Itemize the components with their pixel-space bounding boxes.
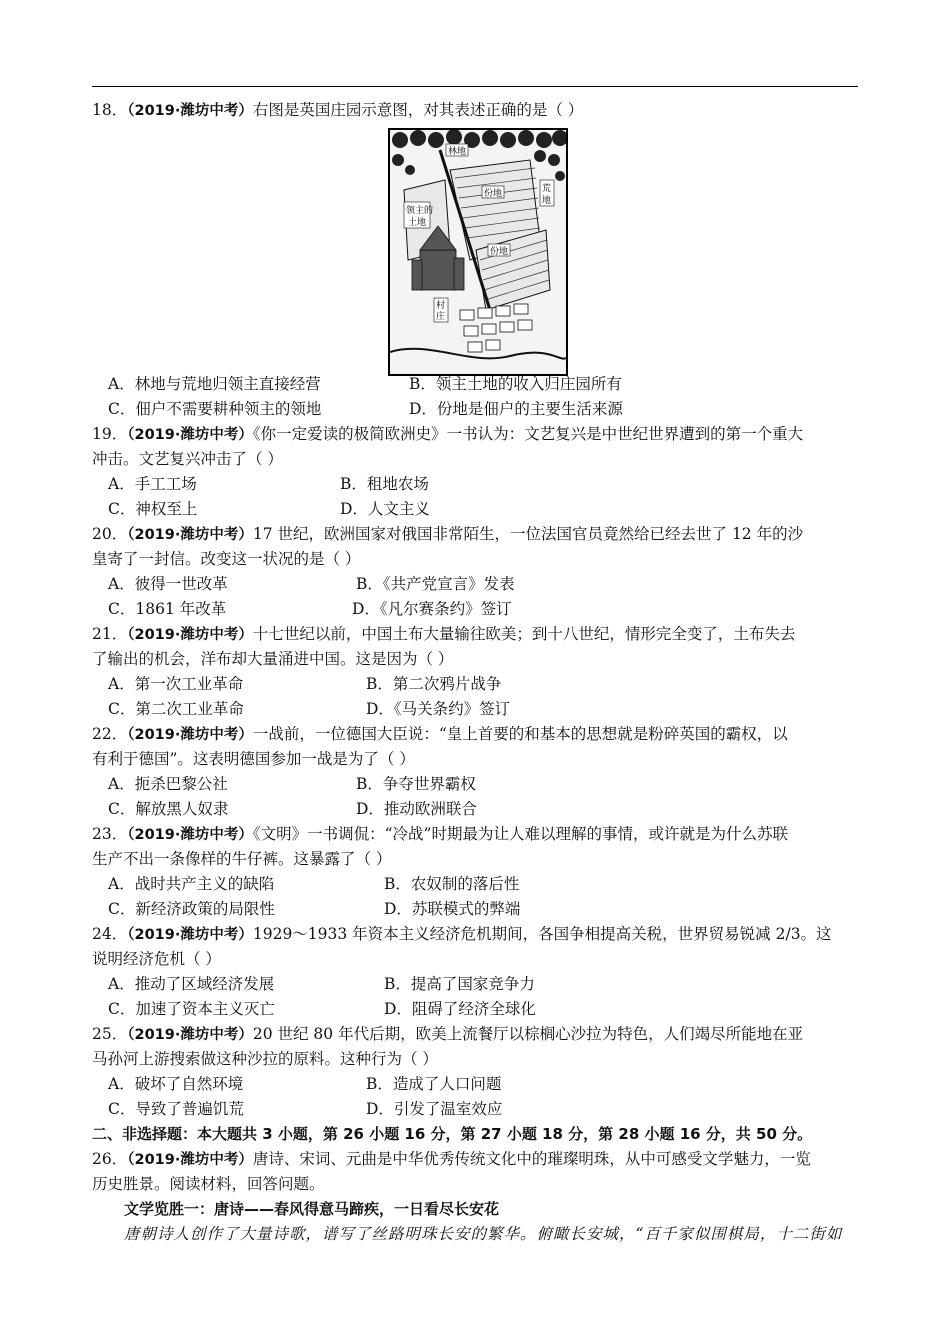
q23-option-a: A．战时共产主义的缺陷 (108, 875, 275, 893)
question-26-stem-cont: 历史胜景。阅读材料，回答问题。 (92, 1175, 325, 1193)
question-source: （2019·潍坊中考） (127, 1152, 253, 1168)
question-source: （2019·潍坊中考） (127, 927, 253, 943)
question-text: 右图是英国庄园示意图，对其表述正确的是（ ） (252, 101, 584, 119)
q22-option-c: C．解放黑人奴隶 (108, 800, 229, 818)
q22-option-d: D．推动欧洲联合 (356, 800, 477, 818)
q18-option-b: B．领主土地的收入归庄园所有 (409, 375, 622, 393)
question-number: 21． (92, 625, 128, 643)
q19-option-a: A．手工工场 (108, 475, 197, 493)
question-23-stem-cont: 生产不出一条像样的牛仔裤。这暴露了（ ） (92, 850, 392, 868)
q25-option-c: C．导致了普遍饥荒 (108, 1100, 244, 1118)
question-25-stem (92, 1024, 803, 1045)
question-22-stem-cont: 有利于德国”。这表明德国参加一战是为了（ ） (92, 750, 415, 768)
q25-option-b: B．造成了人口问题 (366, 1075, 502, 1093)
q18-option-a: A．林地与荒地归领主直接经营 (108, 375, 321, 393)
question-number: 25． (92, 1025, 128, 1043)
q25-option-a: A．破坏了自然环境 (108, 1075, 244, 1093)
question-source: （2019·潍坊中考） (127, 427, 253, 443)
map-label-share-land-1: 份地 (484, 189, 503, 199)
q18-option-d: D．份地是佃户的主要生活来源 (409, 400, 623, 418)
material-heading: 文学览胜一：唐诗——春风得意马蹄疾，一日看尽长安花 (124, 1200, 500, 1218)
question-source: （2019·潍坊中考） (127, 1027, 253, 1043)
question-text: 《文明》一书调侃：“冷战”时期最为让人难以理解的事情，或许就是为什么苏联 (252, 825, 788, 843)
map-label-waste-1: 荒 (542, 184, 552, 194)
q19-option-b: B．租地农场 (340, 475, 429, 493)
question-21-stem-cont: 了输出的机会，洋布却大量涌进中国。这是因为（ ） (92, 650, 454, 668)
q20-option-a: A．彼得一世改革 (108, 575, 228, 593)
map-label-lord-land-2: 土地 (408, 218, 427, 228)
q20-option-c: C．1861 年改革 (108, 600, 227, 618)
q24-option-d: D．阻碍了经济全球化 (384, 1000, 536, 1018)
question-source: （2019·潍坊中考） (127, 727, 253, 743)
manor-map-image (388, 128, 568, 376)
map-label-lord-land-1: 领主的 (406, 206, 434, 216)
question-26-stem (92, 1149, 811, 1170)
question-number: 20． (92, 525, 128, 543)
question-23-stem (92, 824, 788, 845)
question-number: 19． (92, 425, 128, 443)
q21-option-b: B．第二次鸦片战争 (366, 675, 502, 693)
map-label-waste-2: 地 (542, 196, 552, 206)
q18-option-c: C．佃户不需要耕种领主的领地 (108, 400, 322, 418)
question-text: 十七世纪以前，中国土布大量输往欧美；到十八世纪，情形完全变了，土布失去 (252, 625, 796, 643)
map-label-village-2: 庄 (436, 312, 446, 322)
question-text: 20 世纪 80 年代后期，欧美上流餐厅以棕榈心沙拉为特色，人们竭尽所能地在亚 (252, 1025, 804, 1043)
question-25-stem-cont: 马孙河上游搜索做这种沙拉的原料。这种行为（ ） (92, 1050, 438, 1068)
q24-option-b: B．提高了国家竞争力 (384, 975, 535, 993)
material-text: 唐朝诗人创作了大量诗歌，谱写了丝路明珠长安的繁华。俯瞰长安城，“百千家似围棋局，十二街如 (124, 1225, 843, 1243)
q19-option-d: D．人文主义 (340, 500, 430, 518)
header-rule (92, 86, 858, 87)
question-24-stem (92, 924, 832, 945)
map-label-forest: 林地 (448, 147, 467, 157)
question-20-stem (92, 524, 803, 545)
question-number: 18． (92, 101, 128, 119)
q19-option-c: C．神权至上 (108, 500, 198, 518)
question-number: 24． (92, 925, 128, 943)
question-source: （2019·潍坊中考） (127, 827, 253, 843)
map-label-share-land-2: 份地 (490, 247, 509, 257)
question-source: （2019·潍坊中考） (127, 627, 253, 643)
q24-option-a: A．推动了区域经济发展 (108, 975, 275, 993)
question-source: （2019·潍坊中考） (127, 527, 253, 543)
question-number: 22． (92, 725, 128, 743)
q20-option-b: B．《共产党宣言》发表 (356, 575, 515, 593)
q23-option-d: D．苏联模式的弊端 (384, 900, 521, 918)
q22-option-b: B．争夺世界霸权 (356, 775, 476, 793)
q23-option-c: C．新经济政策的局限性 (108, 900, 275, 918)
question-source: （2019·潍坊中考） (127, 103, 253, 119)
q23-option-b: B．农奴制的落后性 (384, 875, 520, 893)
section-2-heading: 二、非选择题：本大题共 3 小题，第 26 小题 16 分，第 27 小题 18 分，第 28 小题 16 分，共 50 分。 (92, 1125, 813, 1143)
question-number: 23． (92, 825, 128, 843)
question-text: 《你一定爱读的极简欧洲史》一书认为：文艺复兴是中世纪世界遭到的第一个重大 (252, 425, 804, 443)
q22-option-a: A．扼杀巴黎公社 (108, 775, 228, 793)
question-19-stem (92, 424, 803, 445)
q21-option-c: C．第二次工业革命 (108, 700, 244, 718)
question-number: 26． (92, 1150, 128, 1168)
question-text: 唐诗、宋词、元曲是中华优秀传统文化中的璀璨明珠，从中可感受文学魅力，一览 (252, 1150, 811, 1168)
map-label-village-1: 村 (436, 301, 446, 311)
question-text: 一战前，一位德国大臣说：“皇上首要的和基本的思想就是粉碎英国的霸权，以 (252, 725, 788, 743)
q21-option-a: A．第一次工业革命 (108, 675, 244, 693)
question-20-stem-cont: 皇寄了一封信。改变这一状况的是（ ） (92, 550, 361, 568)
question-21-stem (92, 624, 795, 645)
question-text: 1929～1933 年资本主义经济危机期间，各国争相提高关税，世界贸易锐减 2/3。这 (252, 925, 832, 943)
question-24-stem-cont: 说明经济危机（ ） (92, 950, 221, 968)
q21-option-d: D．《马关条约》签订 (366, 700, 511, 718)
question-18-stem (92, 100, 583, 121)
question-22-stem (92, 724, 788, 745)
q24-option-c: C．加速了资本主义灭亡 (108, 1000, 275, 1018)
q25-option-d: D．引发了温室效应 (366, 1100, 503, 1118)
question-19-stem-cont: 冲击。文艺复兴冲击了（ ） (92, 450, 283, 468)
q20-option-d: D．《凡尔赛条约》签订 (352, 600, 512, 618)
question-text: 17 世纪，欧洲国家对俄国非常陌生，一位法国官员竟然给已经去世了 12 年的沙 (252, 525, 804, 543)
